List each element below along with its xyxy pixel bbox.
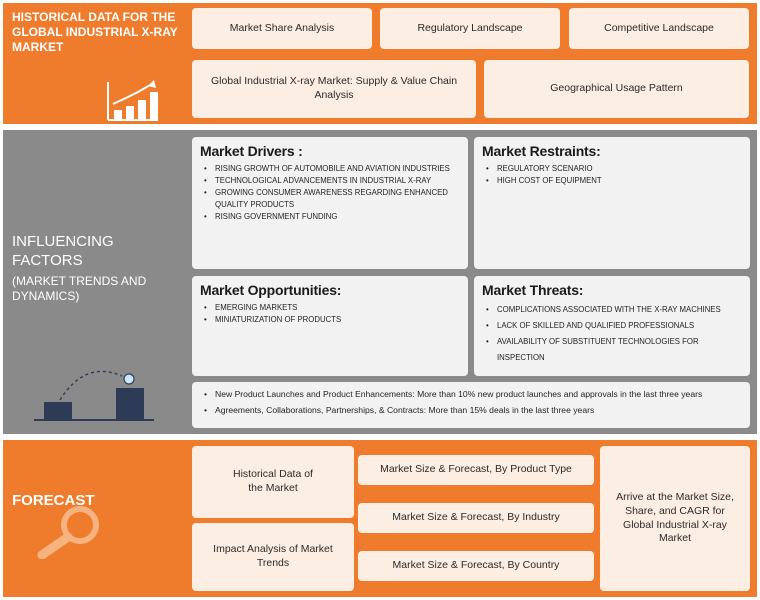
bar-chart-growth-icon xyxy=(104,80,160,124)
geographical-usage-box: Geographical Usage Pattern xyxy=(484,60,749,118)
forecast-by-product-type-box: Market Size & Forecast, By Product Type xyxy=(358,455,594,485)
impact-analysis-box: Impact Analysis of Market Trends xyxy=(192,523,354,591)
regulatory-landscape-box: Regulatory Landscape xyxy=(380,8,560,49)
developments-panel xyxy=(192,382,750,428)
driver-item: • TECHNOLOGICAL ADVANCEMENTS IN INDUSTRIAL X-RAY xyxy=(200,175,460,187)
market-drivers-heading: Market Drivers : xyxy=(200,143,303,159)
market-share-analysis-box: Market Share Analysis xyxy=(192,8,372,49)
market-restraints-heading: Market Restraints: xyxy=(482,143,601,159)
threat-item: • LACK OF SKILLED AND QUALIFIED PROFESSIONALS xyxy=(482,318,742,334)
driver-item: • GROWING CONSUMER AWARENESS REGARDING ENHANCED QUALITY PRODUCTS xyxy=(200,187,460,211)
threat-item: • COMPLICATIONS ASSOCIATED WITH THE X-RAY MACHINES xyxy=(482,302,742,318)
supply-value-chain-box: Global Industrial X-ray Market: Supply & Value Chain Analysis xyxy=(192,60,476,118)
market-opportunities-panel xyxy=(192,276,468,376)
influencing-factors-title: INFLUENCING FACTORS xyxy=(12,233,114,269)
restraint-item: • REGULATORY SCENARIO xyxy=(482,163,742,175)
development-item: • New Product Launches and Product Enhancements: More than 10% new product launches and approvals in the last three years xyxy=(200,386,742,402)
opportunity-item: • EMERGING MARKETS xyxy=(200,302,460,314)
competitive-landscape-box: Competitive Landscape xyxy=(569,8,749,49)
threat-item: • AVAILABILITY OF SUBSTITUENT TECHNOLOGIES FOR INSPECTION xyxy=(482,334,742,366)
market-threats-heading: Market Threats: xyxy=(482,282,584,298)
opportunity-item: • MINIATURIZATION OF PRODUCTS xyxy=(200,314,460,326)
market-drivers-panel xyxy=(192,137,468,269)
ball-jump-bars-icon xyxy=(30,366,160,424)
restraint-item: • HIGH COST OF EQUIPMENT xyxy=(482,175,742,187)
forecast-by-industry-box: Market Size & Forecast, By Industry xyxy=(358,503,594,533)
forecast-title: FORECAST xyxy=(12,492,95,509)
influencing-factors-subtitle: (MARKET TRENDS AND DYNAMICS) xyxy=(12,274,147,303)
market-size-result-box: Arrive at the Market Size, Share, and CAGR for Global Industrial X-ray Market xyxy=(600,446,750,591)
market-threats-panel xyxy=(474,276,750,376)
development-item: • Agreements, Collaborations, Partnerships, & Contracts: More than 15% deals in the last three years xyxy=(200,402,742,418)
historical-data-title: HISTORICAL DATA FOR THE GLOBAL INDUSTRIAL X-RAY MARKET xyxy=(12,10,178,54)
market-restraints-panel xyxy=(474,137,750,269)
driver-item: • RISING GOVERNMENT FUNDING xyxy=(200,211,460,223)
market-opportunities-heading: Market Opportunities: xyxy=(200,282,342,298)
driver-item: • RISING GROWTH OF AUTOMOBILE AND AVIATION INDUSTRIES xyxy=(200,163,460,175)
magnifier-icon xyxy=(34,505,104,559)
forecast-by-country-box: Market Size & Forecast, By Country xyxy=(358,551,594,581)
historical-data-box: Historical Data of the Market xyxy=(192,446,354,518)
